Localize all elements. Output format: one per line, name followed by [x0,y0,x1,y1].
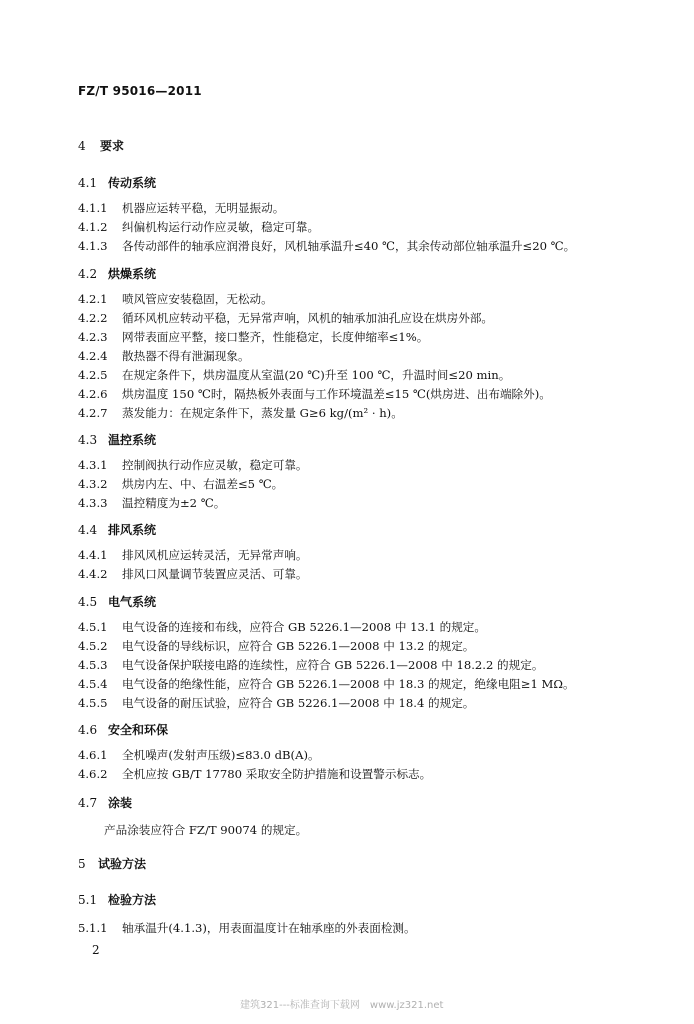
clause-number: 4.5.5 [78,696,108,710]
paragraph-text: 产品涂装应符合 FZ/T 90074 的规定。 [104,823,308,837]
section-number: 4.6 [78,723,98,737]
clause-number: 4.3.3 [78,496,108,510]
section-title: 传动系统 [108,176,157,190]
clause-4-3-1 [78,457,638,473]
clause-number: 5.1.1 [78,921,108,935]
section-4-3-heading [78,432,598,448]
clause-text: 全机噪声(发射声压级)≤83.0 dB(A)。 [122,748,320,762]
clause-number: 4.2.6 [78,387,108,401]
section-title: 电气系统 [108,595,157,609]
section-number: 4.3 [78,433,98,447]
clause-number: 4.5.1 [78,620,108,634]
clause-number: 4.1.1 [78,201,108,215]
clause-text: 全机应按 GB/T 17780 采取安全防护措施和设置警示标志。 [122,767,432,781]
clause-4-1-1 [78,200,638,216]
section-title: 烘燥系统 [108,267,157,281]
clause-number: 4.4.2 [78,567,108,581]
section-number: 4.2 [78,267,98,281]
clause-number: 4.2.2 [78,311,108,325]
clause-text: 排风风机应运转灵活，无异常声响。 [122,548,308,562]
clause-text: 排风口风量调节装置应灵活、可靠。 [122,567,308,581]
clause-text: 电气设备保护联接电路的连续性，应符合 GB 5226.1—2008 中 18.2.2 的规定。 [122,658,544,672]
clause-number: 4.2.3 [78,330,108,344]
clause-text: 温控精度为±2 ℃。 [122,496,226,510]
clause-text: 循环风机应转动平稳，无异常声响，风机的轴承加油孔应设在烘房外部。 [122,311,494,325]
clause-text: 电气设备的绝缘性能，应符合 GB 5226.1—2008 中 18.3 的规定，绝缘电阻≥1 MΩ。 [122,677,575,691]
section-5-1-heading [78,892,598,908]
clause-4-2-5 [78,367,638,383]
section-number: 4.4 [78,523,98,537]
clause-number: 4.2.4 [78,349,108,363]
clause-4-2-1 [78,291,638,307]
clause-5-1-1 [78,920,638,936]
section-number: 4 [78,139,86,153]
clause-text: 电气设备的连接和布线，应符合 GB 5226.1—2008 中 13.1 的规定。 [122,620,486,634]
section-4-5-heading [78,594,598,610]
clause-number: 4.3.1 [78,458,108,472]
clause-text: 网带表面应平整，接口整齐，性能稳定，长度伸缩率≤1%。 [122,330,429,344]
clause-number: 4.5.2 [78,639,108,653]
clause-4-2-6 [78,386,638,402]
clause-number: 4.2.1 [78,292,108,306]
section-number: 4.1 [78,176,98,190]
clause-text: 散热器不得有泄漏现象。 [122,349,250,363]
section-number: 4.7 [78,796,98,810]
watermark-footer: 建筑321---标准查询下载网 www.jz321.net [240,1000,444,1011]
clause-4-2-7 [78,405,638,421]
clause-number: 4.6.2 [78,767,108,781]
section-title: 检验方法 [108,893,157,907]
standard-code-header: FZ/T 95016—2011 [78,84,202,98]
clause-4-2-3 [78,329,638,345]
section-title: 试验方法 [98,857,147,871]
section-number: 5 [78,857,86,871]
clause-text: 在规定条件下，烘房温度从室温(20 ℃)升至 100 ℃，升温时间≤20 min。 [122,368,511,382]
section-number: 5.1 [78,893,98,907]
clause-number: 4.3.2 [78,477,108,491]
section-4-2-heading [78,266,598,282]
clause-number: 4.5.3 [78,658,108,672]
clause-4-4-2 [78,566,638,582]
clause-number: 4.2.7 [78,406,108,420]
clause-4-6-2 [78,766,638,782]
section-title: 排风系统 [108,523,157,537]
section-number: 4.5 [78,595,98,609]
clause-4-7-paragraph [104,822,624,838]
clause-4-3-3 [78,495,638,511]
clause-text: 喷风管应安装稳固，无松动。 [122,292,273,306]
section-4-4-heading [78,522,598,538]
clause-4-4-1 [78,547,638,563]
clause-number: 4.1.2 [78,220,108,234]
clause-4-5-4 [78,676,648,692]
clause-4-2-2 [78,310,638,326]
clause-4-5-5 [78,695,648,711]
clause-text: 烘房内左、中、右温差≤5 ℃。 [122,477,284,491]
page-number: 2 [92,943,100,957]
clause-text: 蒸发能力：在规定条件下，蒸发量 G≥6 kg/(m² · h)。 [122,406,403,420]
section-title: 要求 [100,139,125,153]
clause-text: 电气设备的导线标识，应符合 GB 5226.1—2008 中 13.2 的规定。 [122,639,475,653]
clause-4-5-3 [78,657,648,673]
clause-text: 各传动部件的轴承应润滑良好，风机轴承温升≤40 ℃，其余传动部位轴承温升≤20 ℃。 [122,239,576,253]
clause-number: 4.6.1 [78,748,108,762]
clause-4-3-2 [78,476,638,492]
clause-4-6-1 [78,747,638,763]
clause-text: 控制阀执行动作应灵敏，稳定可靠。 [122,458,308,472]
clause-number: 4.1.3 [78,239,108,253]
section-title: 温控系统 [108,433,157,447]
clause-number: 4.5.4 [78,677,108,691]
clause-4-2-4 [78,348,638,364]
clause-text: 纠偏机构运行动作应灵敏，稳定可靠。 [122,220,320,234]
section-4-6-heading [78,722,598,738]
section-4-1-heading [78,175,598,191]
section-4-7-heading [78,795,598,811]
clause-text: 电气设备的耐压试验，应符合 GB 5226.1—2008 中 18.4 的规定。 [122,696,475,710]
section-4-heading [78,138,598,154]
clause-number: 4.4.1 [78,548,108,562]
clause-4-1-3 [78,238,638,254]
clause-4-5-1 [78,619,648,635]
section-title: 安全和环保 [108,723,169,737]
clause-number: 4.2.5 [78,368,108,382]
clause-text: 轴承温升(4.1.3)，用表面温度计在轴承座的外表面检测。 [122,921,416,935]
clause-4-5-2 [78,638,648,654]
section-title: 涂装 [108,796,133,810]
section-5-heading [78,856,598,872]
clause-text: 烘房温度 150 ℃时，隔热板外表面与工作环境温差≤15 ℃(烘房进、出布端除外)。 [122,387,551,401]
clause-text: 机器应运转平稳，无明显振动。 [122,201,285,215]
clause-4-1-2 [78,219,638,235]
